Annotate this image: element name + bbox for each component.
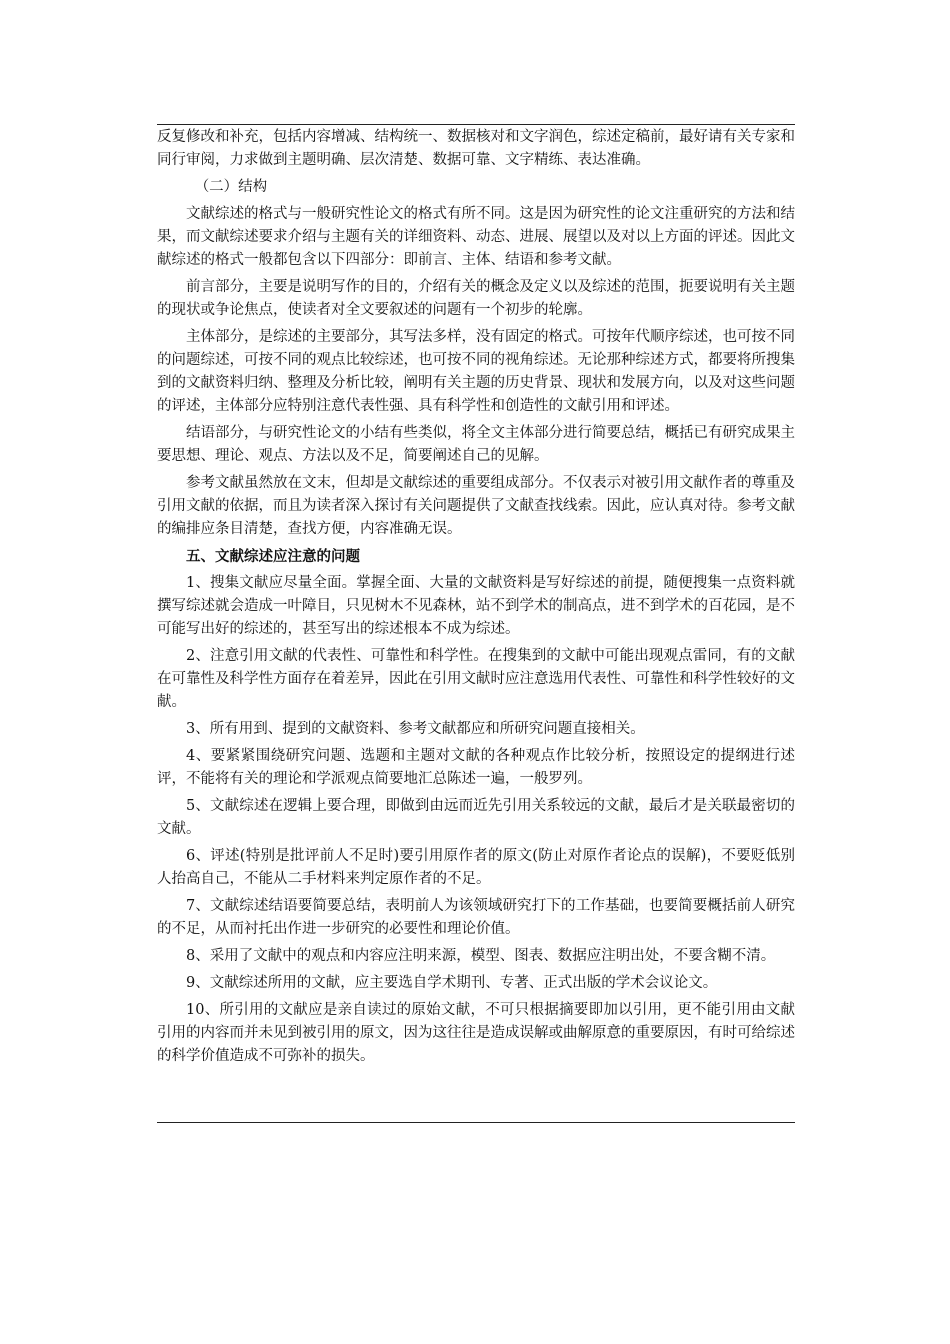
issue-item: 5、文献综述在逻辑上要合理，即做到由远而近先引用关系较远的文献，最后才是关联最密切的文献。 — [157, 798, 795, 837]
structure-paragraph-body: 主体部分，是综述的主要部分，其写法多样，没有固定的格式。可按年代顺序综述，也可按不同的问题综述，可按不同的观点比较综述，也可按不同的视角综述。无论那种综述方式，都要将所搜集到的文献资料归纳、整理及分析比较，阐明有关主题的历史背景、现状和发展方向，以及对这些问题的评述，主体部分应特别注意代表性强、具有科学性和创造性的文献引用和评述。 — [157, 329, 795, 414]
structure-heading: （二）结构 — [194, 179, 268, 195]
structure-paragraph-conclusion: 结语部分，与研究性论文的小结有些类似，将全文主体部分进行简要总结，概括已有研究成果主要思想、理论、观点、方法以及不足，简要阐述自己的见解。 — [157, 425, 795, 464]
structure-paragraph-references: 参考文献虽然放在文末，但却是文献综述的重要组成部分。不仅表示对被引用文献作者的尊重及引用文献的依据，而且为读者深入探讨有关问题提供了文献查找线索。因此，应认真对待。参考文献的编排应条目清楚，查找方便，内容准确无误。 — [157, 475, 795, 537]
structure-paragraph-format: 文献综述的格式与一般研究性论文的格式有所不同。这是因为研究性的论文注重研究的方法和结果，而文献综述要求介绍与主题有关的详细资料、动态、进展、展望以及对以上方面的评述。因此文献综述的格式一般都包含以下四部分：即前言、主体、结语和参考文献。 — [157, 206, 795, 268]
issue-item: 6、评述(特别是批评前人不足时)要引用原作者的原文(防止对原作者论点的误解)，不要贬低别人抬高自己，不能从二手材料来判定原作者的不足。 — [157, 848, 795, 887]
issue-item: 1、搜集文献应尽量全面。掌握全面、大量的文献资料是写好综述的前提，随便搜集一点资料就撰写综述就会造成一叶障目，只见树木不见森林，站不到学术的制高点，进不到学术的百花园，是不可能写出好的综述的，甚至写出的综述根本不成为综述。 — [157, 575, 795, 637]
issue-item: 10、所引用的文献应是亲自读过的原始文献，不可只根据摘要即加以引用，更不能引用由文献引用的内容而并未见到被引用的原文，因为这往往是造成误解或曲解原意的重要原因，有时可给综述的科学价值造成不可弥补的损失。 — [157, 1002, 795, 1064]
bottom-rule — [157, 1122, 795, 1123]
issue-item: 8、采用了文献中的观点和内容应注明来源，模型、图表、数据应注明出处，不要含糊不清。 — [186, 948, 776, 964]
section-heading: 五、文献综述应注意的问题 — [186, 548, 360, 565]
issue-item: 7、文献综述结语要简要总结，表明前人为该领域研究打下的工作基础，也要简要概括前人研究的不足，从而衬托出作进一步研究的必要性和理论价值。 — [157, 898, 795, 937]
issue-item: 2、注意引用文献的代表性、可靠性和科学性。在搜集到的文献中可能出现观点雷同，有的文献在可靠性及科学性方面存在着差异，因此在引用文献时应注意选用代表性、可靠性和科学性较好的文献。 — [157, 648, 795, 710]
continuation-paragraph: 反复修改和补充，包括内容增减、结构统一、数据核对和文字润色，综述定稿前，最好请有关专家和同行审阅，力求做到主题明确、层次清楚、数据可靠、文字精练、表达准确。 — [157, 129, 795, 168]
issue-item: 3、所有用到、提到的文献资料、参考文献都应和所研究问题直接相关。 — [186, 721, 645, 737]
document-body — [157, 126, 795, 1072]
issue-item: 4、要紧紧围绕研究问题、选题和主题对文献的各种观点作比较分析，按照设定的提纲进行述评，不能将有关的理论和学派观点简要地汇总陈述一遍，一般罗列。 — [157, 748, 795, 787]
issue-item: 9、文献综述所用的文献，应主要选自学术期刊、专著、正式出版的学术会议论文。 — [186, 975, 718, 991]
structure-paragraph-preface: 前言部分，主要是说明写作的目的，介绍有关的概念及定义以及综述的范围，扼要说明有关主题的现状或争论焦点，使读者对全文要叙述的问题有一个初步的轮廓。 — [157, 279, 795, 318]
top-rule — [157, 124, 795, 125]
